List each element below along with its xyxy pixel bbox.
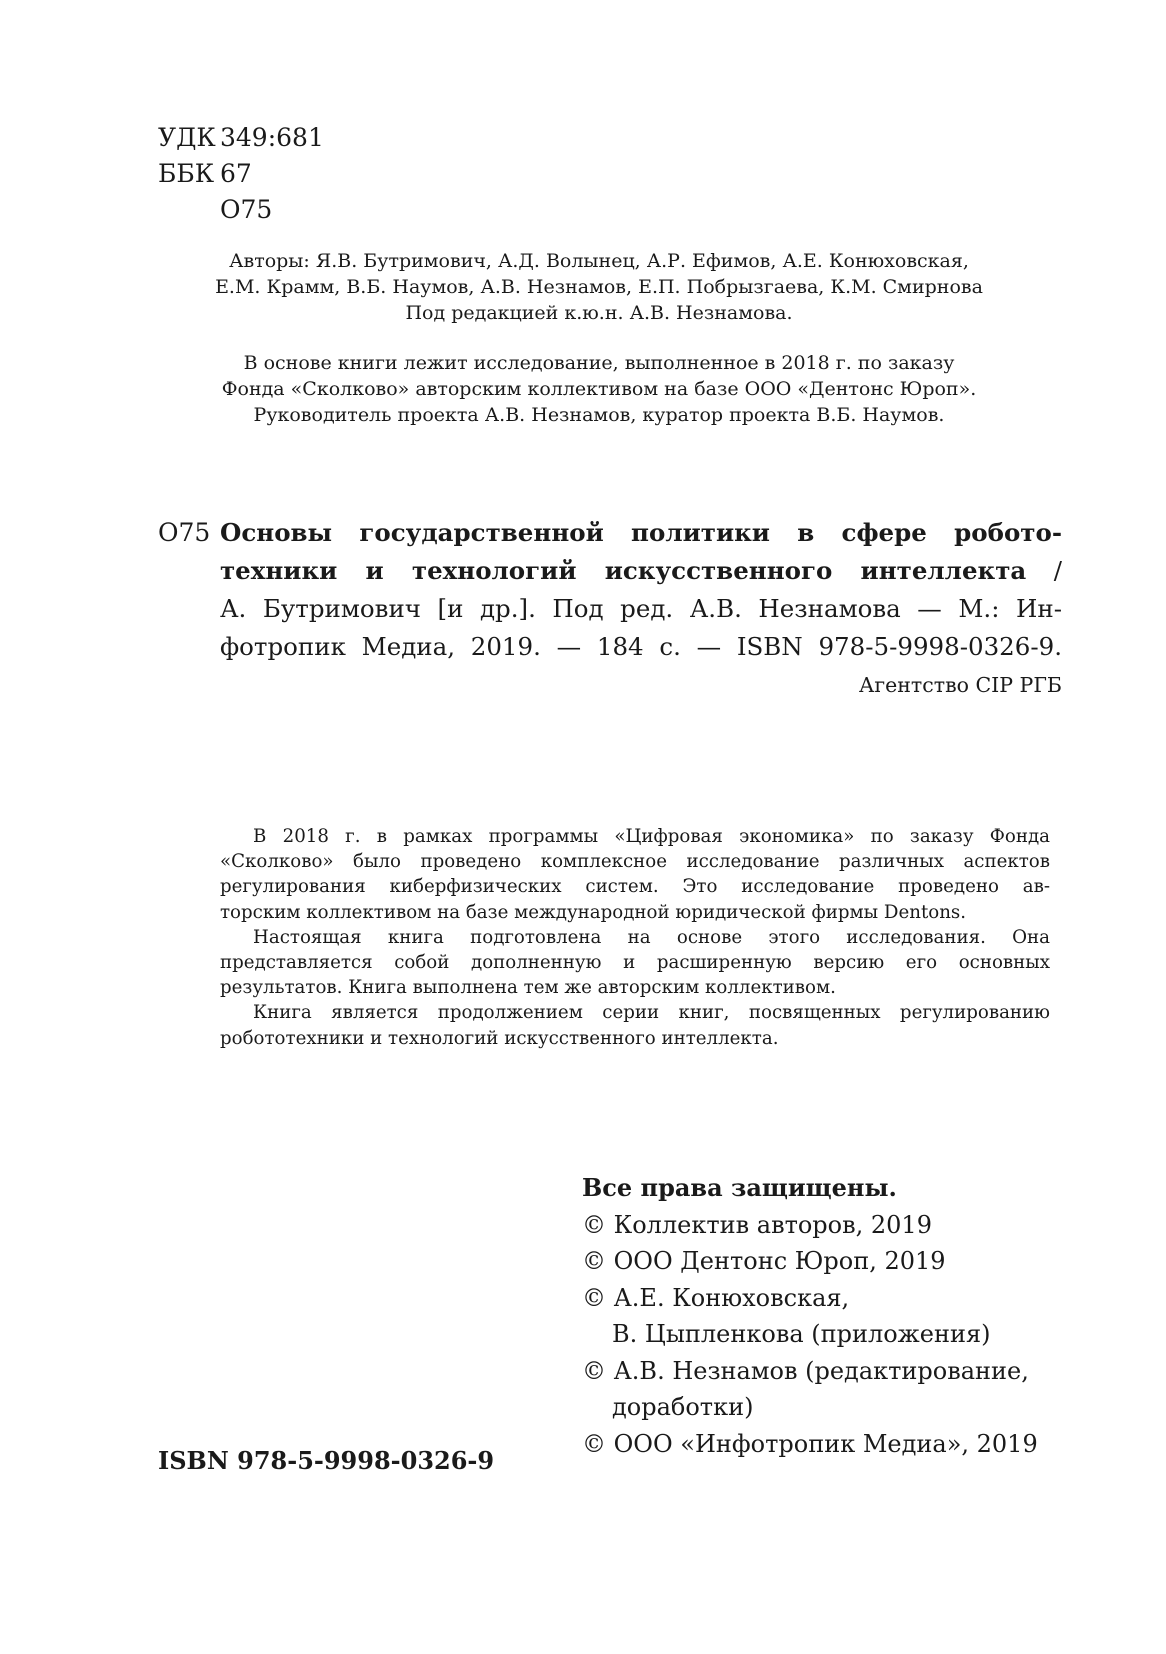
bbk-row: [158, 156, 324, 192]
editor-line: Под редакцией к.ю.н. А.В. Незнамова.: [405, 302, 793, 324]
author-mark-row: [158, 192, 324, 228]
book-title-line: [220, 552, 1062, 590]
classification-block: [158, 120, 324, 228]
basis-line: В основе книги лежит исследование, выполненное в 2018 г. по заказу: [243, 352, 955, 374]
author-mark: О75: [220, 195, 273, 224]
annotation-block: [220, 824, 1050, 1051]
basis-line: Фонда «Сколково» авторским коллективом на базе ООО «Дентонс Юроп».: [221, 378, 977, 400]
annotation-line: Настоящая книга подготовлена на основе этого исследования. Она: [253, 926, 1050, 948]
udk-row: [158, 120, 324, 156]
authors-line: Авторы: Я.В. Бутримович, А.Д. Волынец, А.Р. Ефимов, А.Е. Конюховская,: [229, 250, 969, 272]
copyright-line: В. Цыпленкова (приложения): [612, 1320, 991, 1348]
rights-block: [582, 1170, 1038, 1462]
bbk-label: ББК: [158, 159, 215, 188]
udk-value: 349:681: [220, 123, 324, 152]
book-title-line: Основы государственной политики в сфере робото-: [220, 518, 1062, 547]
authors-block: [198, 248, 1000, 326]
title-separator: /: [1026, 556, 1062, 585]
annotation-line: В 2018 г. в рамках программы «Цифровая экономика» по заказу Фонда: [253, 826, 1050, 847]
cip-agency: Агентство CIP РГБ: [858, 673, 1062, 697]
catalog-line: фотропик Медиа, 2019. — 184 с. — ISBN 978-5-9998-0326-9.: [220, 632, 1062, 661]
annotation-line: Книга является продолжением серии книг, посвященных регулированию: [253, 1002, 1050, 1024]
bbk-value: 67: [220, 159, 252, 188]
copyright-line: доработки): [612, 1393, 754, 1421]
annotation-line: «Сколково» было проведено комплексное исследование различных аспектов: [220, 851, 1050, 873]
annotation-line: регулирования киберфизических систем. Это исследование проведено ав-: [220, 876, 1050, 898]
basis-line: Руководитель проекта А.В. Незнамов, куратор проекта В.Б. Наумов.: [253, 404, 945, 426]
copyright-line: © А.В. Незнамов (редактирование,: [582, 1356, 1029, 1385]
annotation-line: результатов. Книга выполнена тем же авторским коллективом.: [220, 977, 836, 999]
book-title-bold: техники и технологий искусственного интеллекта: [220, 556, 1027, 585]
copyright-line: © ООО «Инфотропик Медиа», 2019: [582, 1429, 1038, 1458]
catalog-body: [220, 514, 1062, 704]
isbn: ISBN 978-5-9998-0326-9: [158, 1446, 495, 1475]
annotation-line: торским коллективом на базе международной юридической фирмы Dentons.: [220, 901, 967, 923]
annotation-line: представляется собой дополненную и расширенную версию его основных: [220, 952, 1050, 974]
catalog-line: А. Бутримович [и др.]. Под ред. А.В. Незнамова — М.: Ин-: [220, 594, 1062, 623]
authors-line: Е.М. Крамм, В.Б. Наумов, А.В. Незнамов, Е.П. Побрызгаева, К.М. Смирнова: [215, 276, 983, 298]
copyright-line: © ООО Дентонс Юроп, 2019: [582, 1247, 946, 1275]
rights-heading: Все права защищены.: [582, 1173, 897, 1202]
copyright-line: © Коллектив авторов, 2019: [582, 1210, 932, 1239]
annotation-line: робототехники и технологий искусственного интеллекта.: [220, 1027, 779, 1049]
basis-block: [198, 350, 1000, 428]
catalog-code: О75: [158, 518, 211, 547]
udk-label: УДК: [158, 123, 216, 152]
copyright-line: © А.Е. Конюховская,: [582, 1283, 850, 1312]
